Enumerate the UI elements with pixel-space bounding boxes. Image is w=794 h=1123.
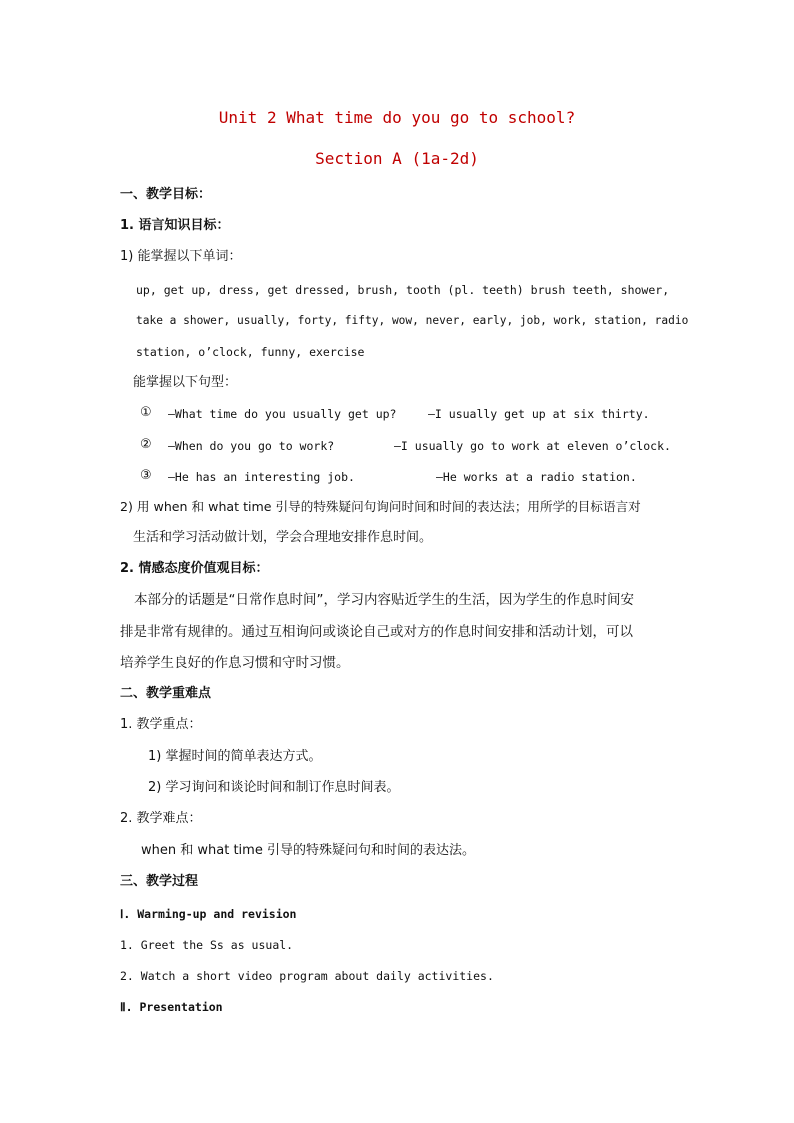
sentence-answer: —I usually go to work at eleven o’clock.: [394, 439, 671, 453]
key-point-item: 2) 学习询问和谈论时间和制订作息时间表。: [148, 780, 400, 795]
sentences-label: 能掌握以下句型：: [133, 375, 238, 390]
attitude-paragraph-line: 本部分的话题是“日常作息时间”，学习内容贴近学生的生活，因为学生的作息时间安: [134, 592, 634, 608]
section-3-heading: 三、教学过程: [120, 874, 199, 889]
warming-up-heading: Ⅰ. Warming-up and revision: [120, 907, 297, 921]
sentence-answer: —He works at a radio station.: [436, 470, 637, 484]
sentence-answer: —I usually get up at six thirty.: [428, 407, 650, 421]
difficulties-heading: 2. 教学难点：: [120, 811, 202, 826]
word-list-line: station, o’clock, funny, exercise: [136, 345, 365, 359]
sentence-number: ③: [140, 468, 152, 483]
procedure-step: 2. Watch a short video program about daily activities.: [120, 969, 494, 983]
section-1-heading: 一、教学目标：: [120, 187, 212, 202]
sentence-question: —He has an interesting job.: [168, 470, 355, 484]
difficulties-text: when 和 what time 引导的特殊疑问句和时间的表达法。: [141, 843, 475, 858]
words-label: 1) 能掌握以下单词：: [120, 249, 242, 264]
sentence-number: ②: [140, 437, 152, 452]
word-list-line: up, get up, dress, get dressed, brush, tooth (pl. teeth) brush teeth, shower,: [136, 283, 670, 297]
section-1-2-heading: 2. 情感态度价值观目标：: [120, 561, 269, 576]
section-1-1-heading: 1. 语言知识目标：: [120, 218, 230, 233]
document-title: Unit 2 What time do you go to school?: [218, 108, 576, 127]
key-point-item: 1) 掌握时间的简单表达方式。: [148, 749, 322, 764]
sentence-question: —When do you go to work?: [168, 439, 335, 453]
presentation-heading: Ⅱ. Presentation: [120, 1000, 223, 1014]
section-2-heading: 二、教学重难点: [120, 686, 212, 701]
objective-2-line: 2) 用 when 和 what time 引导的特殊疑问句询问时间和时间的表达法；用所学的目标语言对: [120, 499, 641, 514]
attitude-paragraph-line: 培养学生良好的作息习惯和守时习惯。: [120, 655, 350, 671]
procedure-step: 1. Greet the Ss as usual.: [120, 938, 294, 952]
key-points-heading: 1. 教学重点：: [120, 717, 202, 732]
objective-2-line: 生活和学习活动做计划，学会合理地安排作息时间。: [133, 530, 433, 545]
attitude-paragraph-line: 排是非常有规律的。通过互相询问或谈论自己或对方的作息时间安排和活动计划，可以: [120, 624, 633, 640]
document-subtitle: Section A (1a-2d): [315, 149, 479, 168]
word-list-line: take a shower, usually, forty, fifty, wow, never, early, job, work, station, radio: [136, 314, 689, 327]
sentence-number: ①: [140, 405, 152, 420]
sentence-question: —What time do you usually get up?: [168, 407, 397, 421]
